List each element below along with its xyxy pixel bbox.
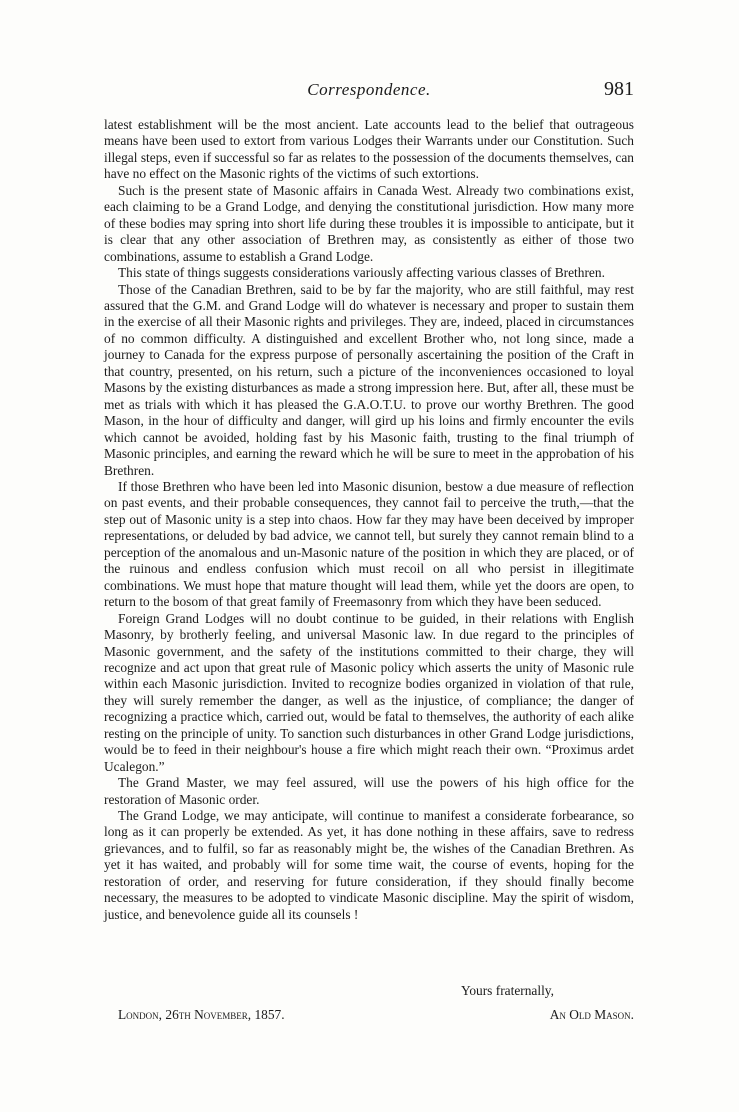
paragraph: latest establishment will be the most ancient. Late accounts lead to the belief that outrageous means have been used to extort from various Lodges their Warrants under our Constitution. Such illegal steps, even if successful so far as relates to the possession of the documents themselves, can have no effect on the Masonic rights of the victims of such extortions. xyxy=(104,117,634,182)
paragraph: If those Brethren who have been led into Masonic disunion, bestow a due measure of reflection on past events, and their probable consequences, they cannot fail to perceive the truth,—that the step out of Masonic unity is a step into chaos. How far they may have been deceived by improper representations, or deluded by bad advice, we cannot tell, but surely they cannot remain blind to a perception of the anomalous and un-Masonic nature of the position in which they are placed, or of the ruinous and endless confusion which must recoil on all who persist in illegitimate combinations. We must hope that mature thought will lead them, while yet the doors are open, to return to the bosom of that great family of Freemasonry from which they have been seduced. xyxy=(104,478,634,610)
running-title: Correspondence. xyxy=(307,80,431,99)
page-header xyxy=(104,80,634,104)
author-signature: An Old Mason. xyxy=(549,1006,634,1022)
valediction: Yours fraternally, xyxy=(461,983,554,998)
paragraph: Those of the Canadian Brethren, said to be by far the majority, who are still faithful, may rest assured that the G.M. and Grand Lodge will do whatever is necessary and proper to sustain them in the exercise of all their Masonic rights and privileges. They are, indeed, placed in circumstances of no common difficulty. A distinguished and excellent Brother who, not long since, made a journey to Canada for the express purpose of personally ascertaining the position of the Craft in that country, presented, on his return, such a picture of the inconveniences occasioned to loyal Masons by the existing disturbances as made a strong impression here. But, after all, these must be met as trials with which it has pleased the G.A.O.T.U. to prove our worthy Brethren. The good Mason, in the hour of difficulty and danger, will gird up his loins and firmly encounter the evils which cannot be avoided, holding fast by his Masonic faith, trusting to the final triumph of Masonic principles, and earning the reward which he will be sure to meet in the approbation of his Brethren. xyxy=(104,281,634,478)
signoff-row xyxy=(104,1007,634,1027)
place-date: London, 26th November, 1857. xyxy=(118,1006,285,1022)
paragraph: This state of things suggests considerations variously affecting various classes of Brethren. xyxy=(118,265,605,281)
page-number: 981 xyxy=(604,78,634,100)
paragraph: The Grand Lodge, we may anticipate, will continue to manifest a considerate forbearance, so long as it can properly be extended. As yet, it has done nothing in these affairs, save to redress grievances, and to fulfil, so far as reasonably might be, the wishes of the Canadian Brethren. As yet it has waited, and probably will for some time wait, the course of events, hoping for the restoration of order, and reserving for future consideration, if they should finally become necessary, the measures to be adopted to vindicate Masonic discipline. May the spirit of wisdom, justice, and benevolence guide all its counsels ! xyxy=(104,808,634,922)
paragraph: Such is the present state of Masonic affairs in Canada West. Already two combinations exist, each claiming to be a Grand Lodge, and denying the constitutional jurisdiction. How many more of these bodies may spring into short life during these troubles it is impossible to anticipate, but it is clear that any other association of Brethren may, as consistently as either of those two combinations, assume to establish a Grand Lodge. xyxy=(104,182,634,264)
letter-closing xyxy=(104,983,634,1027)
paragraph: The Grand Master, we may feel assured, will use the powers of his high office for the restoration of Masonic order. xyxy=(104,775,634,807)
article-body xyxy=(104,117,634,923)
paragraph: Foreign Grand Lodges will no doubt continue to be guided, in their relations with English Masonry, by brotherly feeling, and universal Masonic law. In due regard to the principles of Masonic government, and the safety of the institutions committed to their charge, they will recognize and act upon that great rule of Masonic policy which asserts the unity of Masonic rule within each Masonic jurisdiction. Invited to recognize bodies organized in violation of that rule, they will surely remember the danger, as well as the injustice, of compliance; the danger of recognizing a practice which, carried out, would be fatal to themselves, the authority of each alike resting on the principle of unity. To sanction such disturbances in other Grand Lodge jurisdictions, would be to feed in their neighbour's house a fire which might reach their own. “Proximus ardet Ucalegon.” xyxy=(104,610,634,774)
